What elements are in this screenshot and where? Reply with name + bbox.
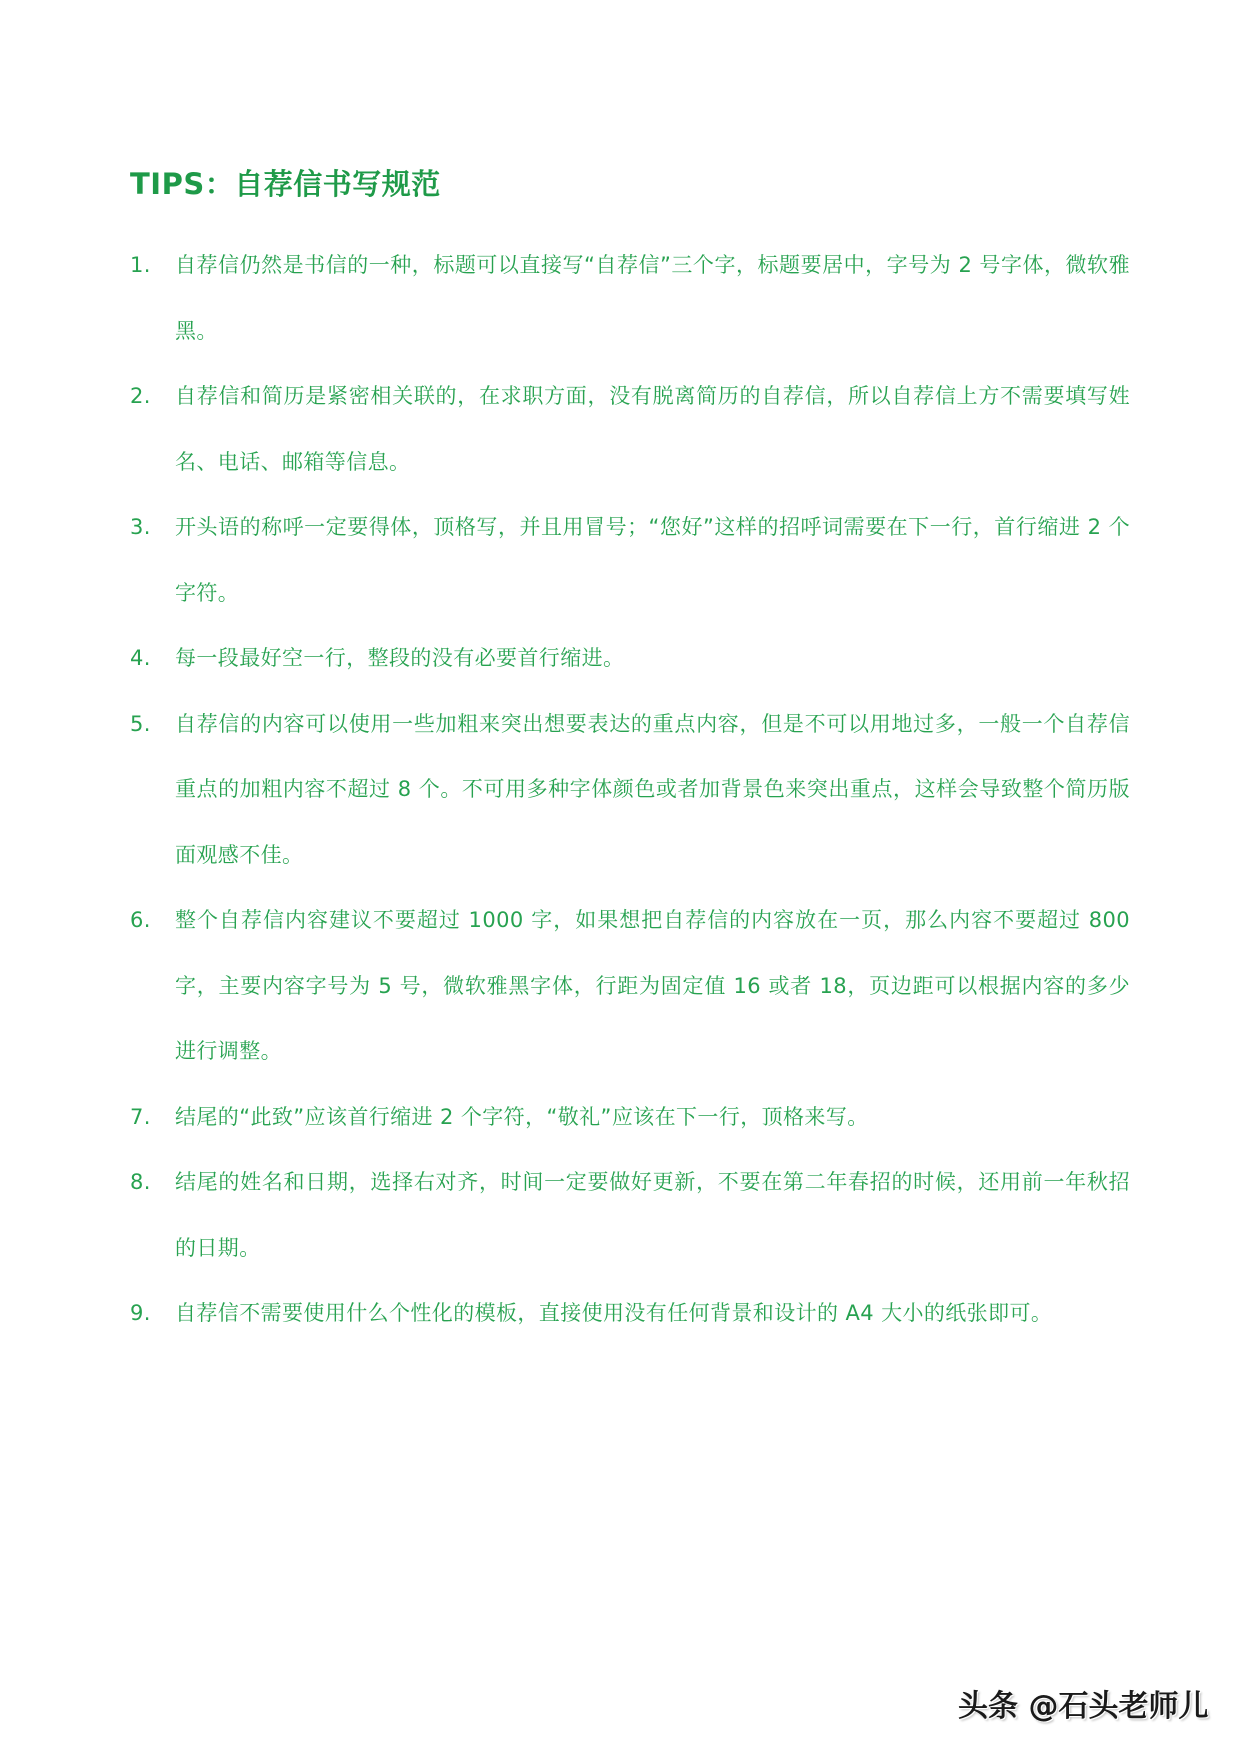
list-item-text: 开头语的称呼一定要得体，顶格写，并且用冒号；“您好”这样的招呼词需要在下一行，首行缩进 2 个字符。: [175, 515, 1130, 605]
list-item: [130, 233, 1130, 364]
list-item-text: 每一段最好空一行，整段的没有必要首行缩进。: [175, 646, 625, 670]
list-item-number: 6.: [130, 908, 151, 932]
list-item-text: 自荐信和简历是紧密相关联的，在求职方面，没有脱离简历的自荐信，所以自荐信上方不需要填写姓名、电话、邮箱等信息。: [175, 384, 1130, 474]
list-item: [130, 1085, 1130, 1151]
list-item: [130, 692, 1130, 889]
list-item: [130, 1281, 1130, 1347]
list-item-text: 自荐信仍然是书信的一种，标题可以直接写“自荐信”三个字，标题要居中，字号为 2 号字体，微软雅黑。: [175, 253, 1130, 343]
list-item-text: 整个自荐信内容建议不要超过 1000 字，如果想把自荐信的内容放在一页，那么内容不要超过 800 字，主要内容字号为 5 号，微软雅黑字体，行距为固定值 16 或者 18，页边距可以根据内容的多少进行调整。: [175, 908, 1130, 1063]
list-item: [130, 888, 1130, 1085]
list-item-number: 9.: [130, 1301, 151, 1325]
tips-list: [130, 233, 1130, 1347]
list-item: [130, 1150, 1130, 1281]
list-item: [130, 495, 1130, 626]
watermark: 头条 @石头老师儿: [958, 1689, 1209, 1724]
list-item: [130, 626, 1130, 692]
page-title: TIPS：自荐信书写规范: [130, 167, 441, 201]
list-item-number: 5.: [130, 711, 151, 736]
list-item-text: 结尾的姓名和日期，选择右对齐，时间一定要做好更新，不要在第二年春招的时候，还用前一年秋招的日期。: [175, 1170, 1130, 1260]
list-item-number: 1.: [130, 253, 151, 277]
list-item-number: 2.: [130, 384, 151, 408]
list-item-text: 结尾的“此致”应该首行缩进 2 个字符，“敬礼”应该在下一行，顶格来写。: [175, 1104, 869, 1129]
list-item-number: 3.: [130, 515, 151, 539]
list-item: [130, 364, 1130, 495]
list-item-text: 自荐信不需要使用什么个性化的模板，直接使用没有任何背景和设计的 A4 大小的纸张即可。: [175, 1301, 1053, 1325]
list-item-number: 7.: [130, 1104, 151, 1129]
list-item-number: 8.: [130, 1170, 151, 1194]
list-item-number: 4.: [130, 646, 151, 670]
list-item-text: 自荐信的内容可以使用一些加粗来突出想要表达的重点内容，但是不可以用地过多，一般一个自荐信重点的加粗内容不超过 8 个。不可用多种字体颜色或者加背景色来突出重点，这样会导致整个简历版面观感不佳。: [175, 711, 1130, 867]
